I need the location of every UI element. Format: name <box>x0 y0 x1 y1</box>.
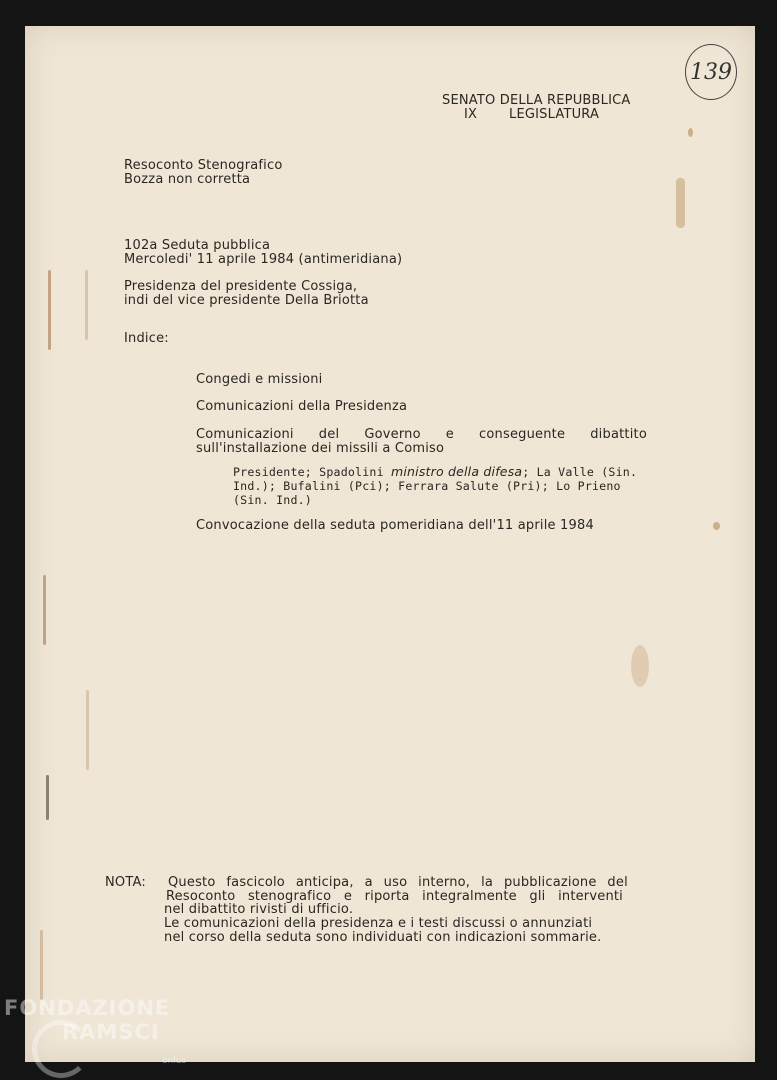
stain <box>631 645 649 687</box>
word: interventi <box>558 889 623 904</box>
edge-stain <box>48 270 51 350</box>
edge-stain <box>40 930 43 1000</box>
word: pubblicazione <box>503 875 597 890</box>
speakers-text: ; La Valle (Sin. <box>522 465 638 479</box>
edge-stain <box>46 775 49 820</box>
watermark-logo <box>4 996 187 1066</box>
word: e <box>343 889 353 904</box>
word: stenografico <box>247 889 332 904</box>
word: integralmente <box>422 889 517 904</box>
word: a <box>364 875 373 890</box>
word: del <box>318 427 340 442</box>
word: fascicolo <box>226 875 285 890</box>
speakers-line-1 <box>233 465 637 479</box>
index-item-comunicazioni-presidenza: Comunicazioni della Presidenza <box>196 399 408 414</box>
institution-name: SENATO DELLA REPUBBLICA <box>442 93 631 108</box>
note-line-3: nel dibattito rivisti di ufficio. <box>164 902 354 917</box>
report-title: Resoconto Stenografico <box>124 158 283 173</box>
note-line-5: nel corso della seduta sono individuati con indicazioni sommarie. <box>164 930 602 945</box>
edge-stain <box>86 690 89 770</box>
page-number-stamp <box>685 44 737 100</box>
watermark-suffix: onlus <box>162 1056 187 1066</box>
report-status: Bozza non corretta <box>124 172 251 187</box>
stain <box>676 178 685 228</box>
word: conseguente <box>479 427 566 442</box>
note-line-4: Le comunicazioni della presidenza e i testi discussi o annunziati <box>164 916 593 931</box>
session-number: 102a Seduta pubblica <box>124 238 271 253</box>
edge-stain <box>85 270 88 340</box>
presidency-line-1: Presidenza del presidente Cossiga, <box>124 279 358 294</box>
word: gli <box>529 889 546 904</box>
note-line-1 <box>168 875 628 890</box>
word: dibattito <box>590 427 647 442</box>
word: Comunicazioni <box>196 427 294 442</box>
watermark-line-2: RAMSCI <box>62 1020 160 1044</box>
watermark-line-1: FONDAZIONE <box>4 996 171 1020</box>
index-label: Indice: <box>124 331 169 346</box>
legislature-number: IX <box>464 107 478 122</box>
word: uso <box>383 875 408 890</box>
index-item-convocazione: Convocazione della seduta pomeridiana dell'11 aprile 1984 <box>196 518 594 533</box>
stain <box>688 128 693 137</box>
word: interno, <box>418 875 471 890</box>
speakers-text: Presidente; Spadolini <box>233 465 391 479</box>
index-item-comunicazioni-governo-line-2: sull'installazione dei missili a Comiso <box>196 441 445 456</box>
stain <box>713 522 720 530</box>
session-date: Mercoledi' 11 aprile 1984 (antimeridiana) <box>124 252 403 267</box>
index-item-congedi: Congedi e missioni <box>196 372 323 387</box>
note-label: NOTA: <box>105 875 146 890</box>
word: la <box>481 875 494 890</box>
word: Questo <box>168 875 216 890</box>
edge-stain <box>43 575 46 645</box>
legislature-label: LEGISLATURA <box>509 107 600 122</box>
word: Resoconto <box>166 889 236 904</box>
speakers-line-2: Ind.); Bufalini (Pci); Ferrara Salute (Pri); Lo Prieno <box>233 479 621 493</box>
page-number: 139 <box>690 59 732 85</box>
word: Governo <box>364 427 421 442</box>
presidency-line-2: indi del vice presidente Della Briotta <box>124 293 369 308</box>
speakers-line-3: (Sin. Ind.) <box>233 493 312 507</box>
word: e <box>445 427 454 442</box>
word: anticipa, <box>295 875 354 890</box>
speaker-role: ministro della difesa <box>390 464 523 479</box>
word: del <box>607 875 628 890</box>
index-item-comunicazioni-governo <box>196 427 647 442</box>
word: riporta <box>364 889 410 904</box>
